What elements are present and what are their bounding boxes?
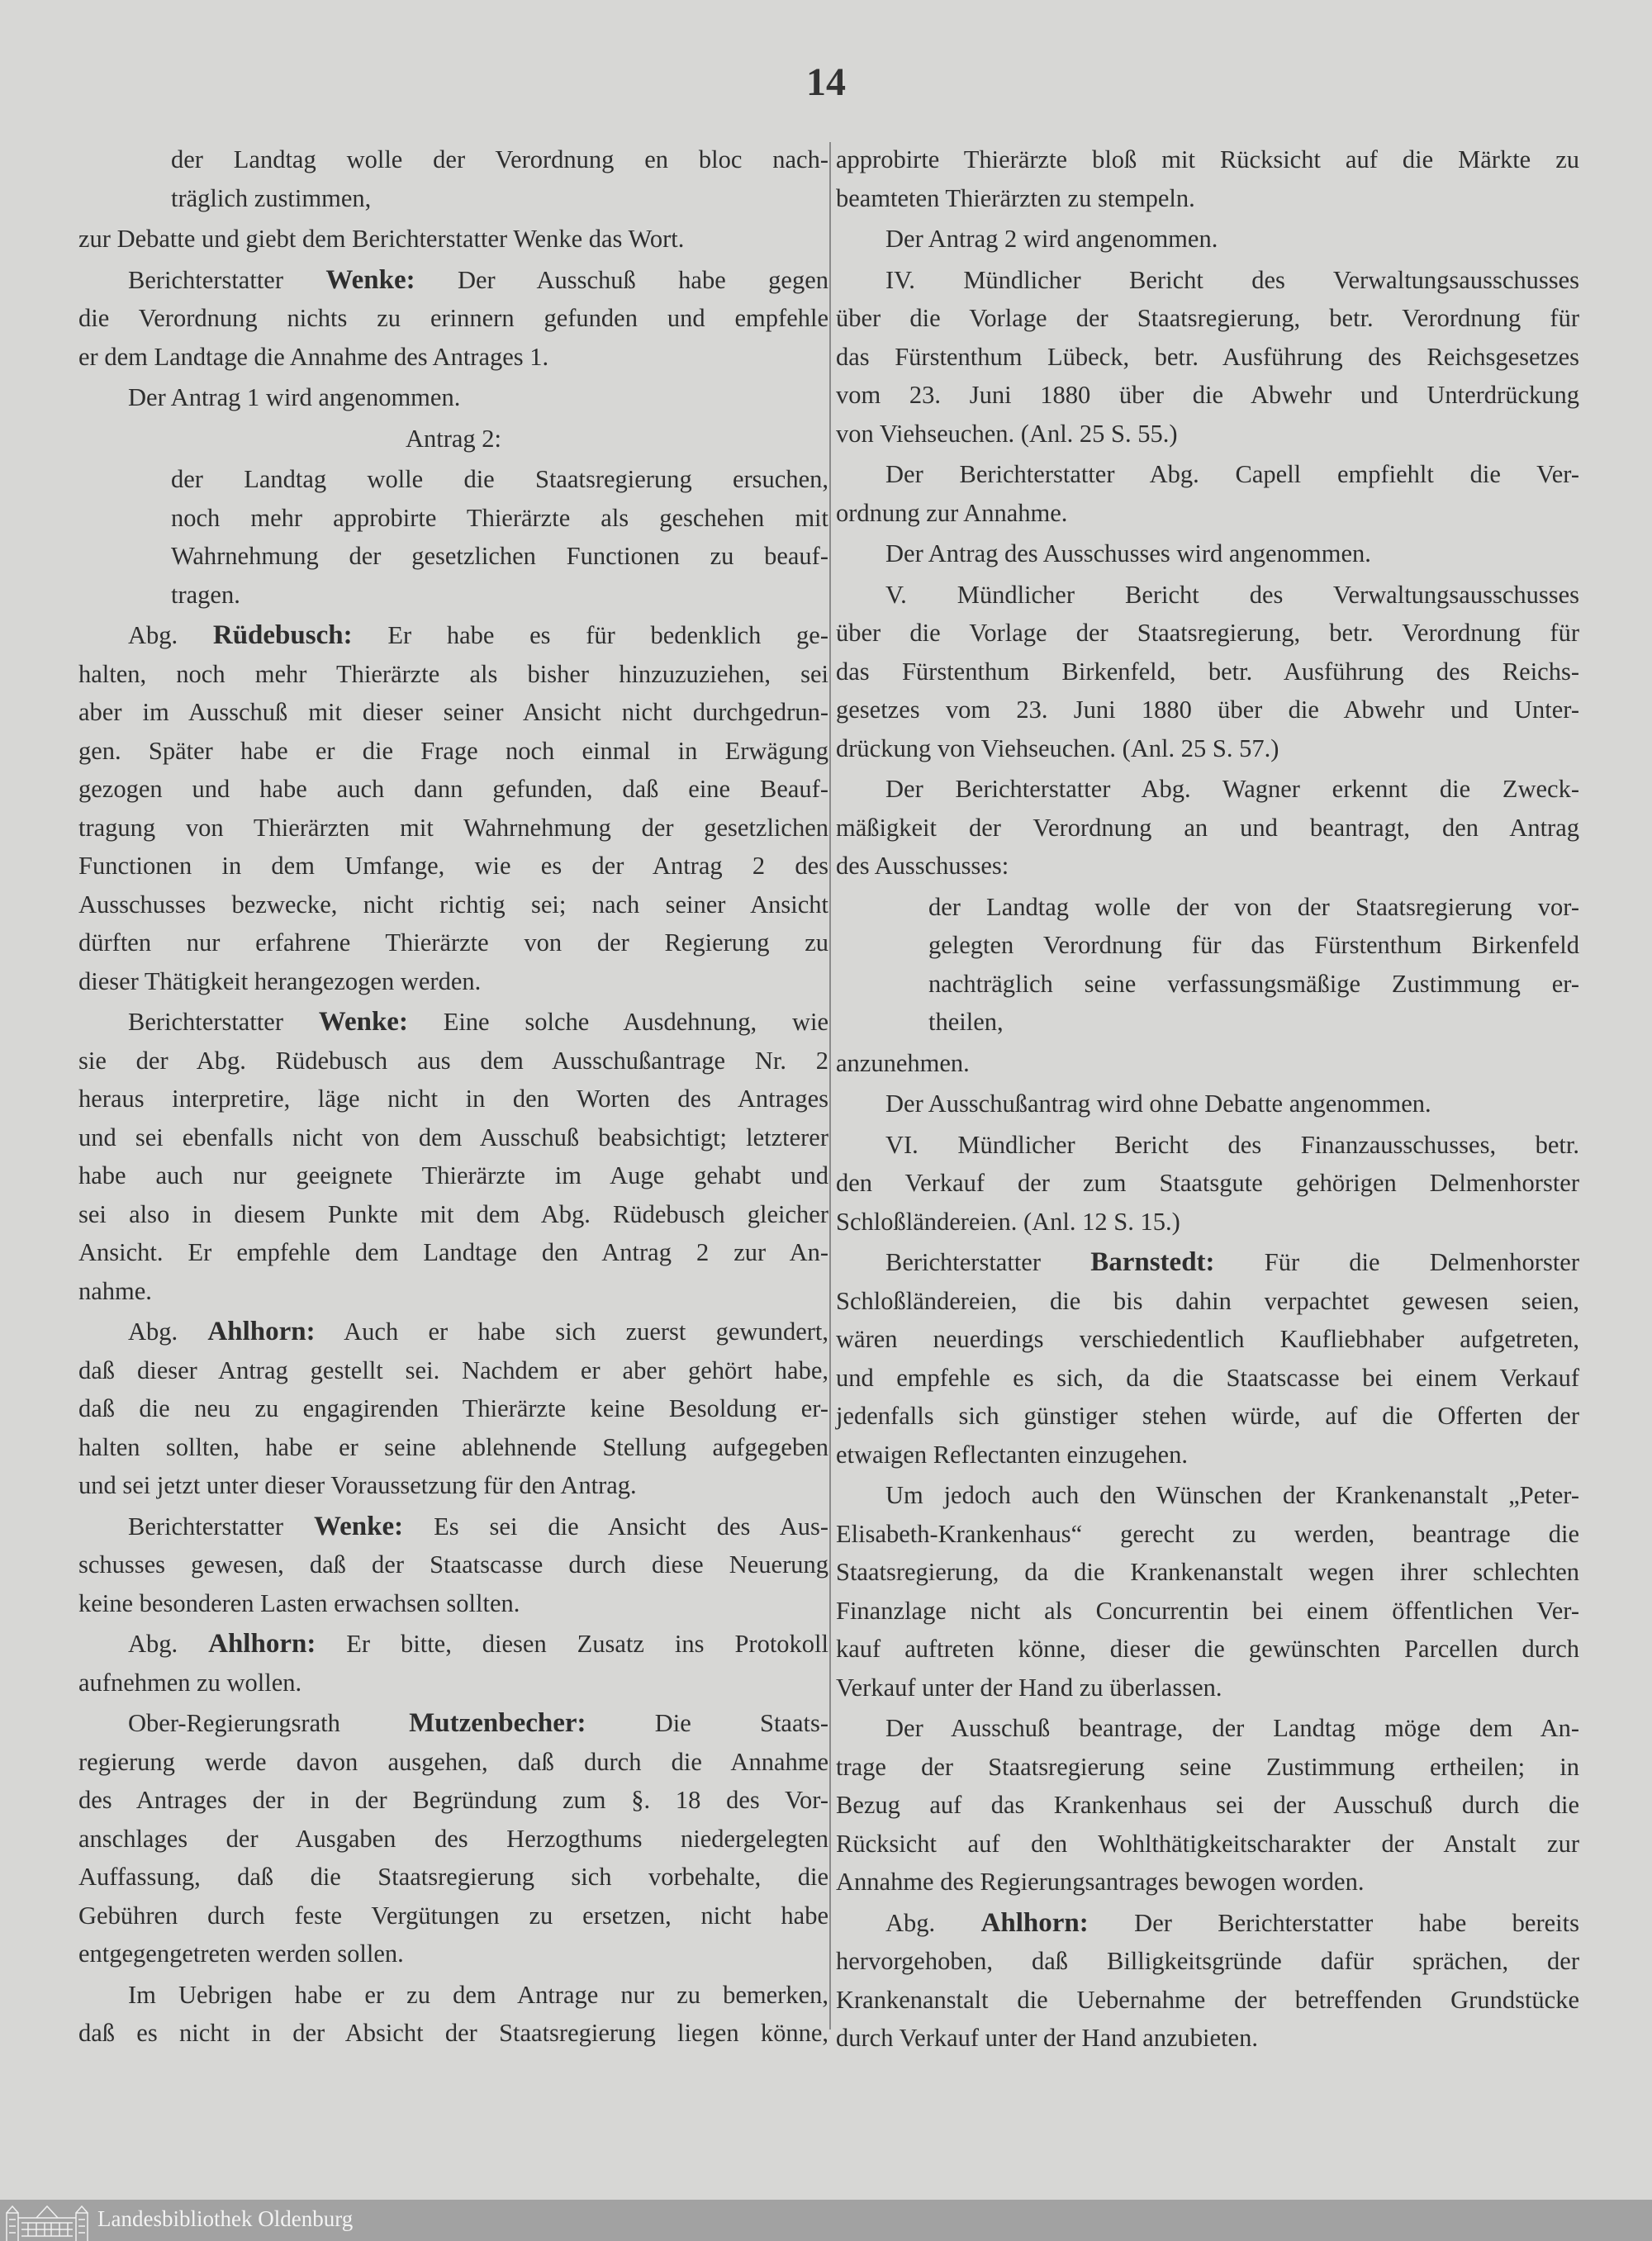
text-line: dürften nur erfahrene Thierärzte von der Regierung zu [78,928,828,957]
text-line: hervorgehoben, daß Billigkeitsgründe dafür sprächen, der [836,1947,1579,1975]
text-line: Rücksicht auf den Wohlthätigkeitscharakter der Anstalt zur [836,1829,1579,1858]
text-line: Abg. Ahlhorn: Er bitte, diesen Zusatz ins Protokoll [128,1629,828,1659]
text-line: zur Debatte und giebt dem Berichterstatter Wenke das Wort. [78,225,685,253]
text-line: nachträglich seine verfassungsmäßige Zustimmung er- [928,969,1579,998]
paragraph [78,220,828,259]
paragraph [836,1126,1579,1242]
text-line: schusses gewesen, daß der Staatscasse durch diese Neuerung [78,1550,828,1579]
text-line: Antrag 2: [405,424,502,453]
text-line: kauf auftreten könne, dieser die gewünschten Parcellen durch [836,1635,1579,1663]
column-divider [829,142,831,2030]
text-line: wären neuerdings verschiedentlich Kaufliebhaber aufgetreten, [836,1325,1579,1353]
text-line: den Verkauf der zum Staatsgute gehörigen Delmenhorster [836,1169,1579,1197]
text-line: gesetzes vom 23. Juni 1880 über die Abwehr und Unter- [836,696,1579,724]
paragraph [78,1313,828,1505]
text-line: jedenfalls sich günstiger stehen würde, auf die Offerten der [836,1402,1579,1430]
text-line: Der Ausschuß beantrage, der Landtag möge dem An- [885,1714,1579,1742]
quoted-motion [78,140,828,217]
paragraph [78,616,828,1000]
text-line: Ausschusses bezwecke, nicht richtig sei; nach seiner Ansicht [78,890,828,919]
text-line: Ober-Regierungsrath Mutzenbecher: Die Staats- [128,1708,828,1738]
text-line: mäßigkeit der Verordnung an und beantragt, den Antrag [836,813,1579,842]
speaker-name: Ahlhorn: [208,1629,316,1659]
text-line: Wahrnehmung der gesetzlichen Functionen zu beauf- [171,542,828,570]
text-line: Bezug auf das Krankenhaus sei der Ausschuß durch die [836,1791,1579,1819]
text-line: halten, noch mehr Thierärzte als bisher hinzuzuziehen, sei [78,659,828,688]
text-line: tragen. [171,580,240,609]
text-line: träglich zustimmen, [171,183,372,212]
text-line: beamteten Thierärzten zu stempeln. [836,183,1195,212]
text-line: heraus interpretire, läge nicht in den Worten des Antrages [78,1085,828,1113]
speaker-name: Wenke: [313,1511,404,1541]
text-line: anschlages der Ausgaben des Herzogthums niedergelegten [78,1824,828,1853]
text-line: vom 23. Juni 1880 über die Abwehr und Unterdrückung [836,381,1579,409]
text-line: des Antrages der in der Begründung zum §. 18 des Vor- [78,1786,828,1814]
text-line: sie der Abg. Rüdebusch aus dem Ausschußantrage Nr. 2 [78,1046,828,1075]
paragraph [836,576,1579,768]
text-line: gezogen und habe auch dann gefunden, daß eine Beauf- [78,775,828,803]
speaker-name: Wenke: [318,1007,408,1037]
text-line: halten sollten, habe er seine ablehnende Stellung aufgegeben [78,1432,828,1461]
text-line: das Fürstenthum Birkenfeld, betr. Ausführung des Reichs- [836,657,1579,686]
speaker-name: Ahlhorn: [207,1317,316,1346]
text-line: daß dieser Antrag gestellt sei. Nachdem er aber gehört habe, [78,1356,828,1384]
paragraph [836,261,1579,453]
text-line: gelegten Verordnung für das Fürstenthum Birkenfeld [928,931,1579,959]
text-line: Der Antrag des Ausschusses wird angenommen. [885,539,1371,567]
text-line: etwaigen Reflectanten einzugehen. [836,1440,1188,1469]
paragraph [836,534,1579,573]
text-line: approbirte Thierärzte bloß mit Rücksicht auf die Märkte zu [836,145,1579,173]
paragraph [836,770,1579,885]
text-line: Annahme des Regierungsantrages bewogen worden. [836,1868,1365,1896]
text-line: Staatsregierung, da die Krankenanstalt wegen ihrer schlechten [836,1558,1579,1586]
paragraph [836,1243,1579,1474]
text-line: und empfehle es sich, da die Staatscasse bei einem Verkauf [836,1363,1579,1392]
text-line: anzunehmen. [836,1048,970,1077]
text-line: durch Verkauf unter der Hand anzubieten. [836,2024,1258,2052]
text-line: Schloßländereien. (Anl. 12 S. 15.) [836,1207,1180,1236]
motion-heading [78,420,828,458]
left-column [78,140,828,2055]
text-line: gen. Später habe er die Frage noch einmal in Erwägung [78,736,828,765]
speaker-name: Mutzenbecher: [409,1708,586,1738]
paragraph [78,261,828,377]
text-line: Schloßländereien, die bis dahin verpachtet gewesen seien, [836,1286,1579,1315]
text-line: Abg. Rüdebusch: Er habe es für bedenklich ge- [128,620,828,650]
text-line: Abg. Ahlhorn: Der Berichterstatter habe bereits [885,1907,1579,1938]
text-line: Gebühren durch feste Vergütungen zu ersetzen, nicht habe [78,1901,828,1930]
speaker-name: Ahlhorn: [980,1907,1089,1938]
text-line: Verkauf unter der Hand zu überlassen. [836,1673,1222,1702]
text-line: noch mehr approbirte Thierärzte als geschehen mit [171,503,828,532]
text-line: V. Mündlicher Bericht des Verwaltungsausschusses [885,580,1579,609]
text-line: der Landtag wolle der von der Staatsregierung vor- [928,892,1579,921]
text-line: Ansicht. Er empfehle dem Landtage den Antrag 2 zur An- [78,1238,828,1266]
paragraph [836,1085,1579,1123]
text-line: und sei jetzt unter dieser Voraussetzung für den Antrag. [78,1471,637,1499]
text-line: daß die neu zu engagirenden Thierärzte keine Besoldung er- [78,1394,828,1422]
text-line: der Landtag wolle der Verordnung en bloc nach- [171,145,828,173]
text-line: dieser Thätigkeit herangezogen werden. [78,966,482,995]
text-line: der Landtag wolle die Staatsregierung ersuchen, [171,465,828,493]
text-line: Im Uebrigen habe er zu dem Antrage nur zu bemerken, [128,1980,828,2009]
quoted-motion [78,460,828,614]
text-line: Elisabeth-Krankenhaus“ gerecht zu werden, beantrage die [836,1519,1579,1548]
text-line: Der Berichterstatter Abg. Capell empfiehlt die Ver- [885,460,1579,488]
quoted-motion [836,888,1579,1042]
text-line: von Viehseuchen. (Anl. 25 S. 55.) [836,419,1178,448]
text-line: Der Antrag 2 wird angenommen. [885,225,1218,253]
paragraph [78,1976,828,2053]
text-line: Krankenanstalt die Uebernahme der betreffenden Grundstücke [836,1985,1579,2014]
text-line: Der Ausschußantrag wird ohne Debatte angenommen. [885,1090,1431,1118]
text-line: habe auch nur geeignete Thierärzte im Auge gehabt und [78,1161,828,1189]
text-line: theilen, [928,1008,1004,1036]
text-line: Berichterstatter Wenke: Eine solche Ausdehnung, wie [128,1007,828,1037]
text-line: Um jedoch auch den Wünschen der Krankenanstalt „Peter- [885,1481,1579,1509]
speaker-name: Rüdebusch: [212,620,353,650]
speaker-name: Barnstedt: [1090,1247,1215,1277]
text-line: Berichterstatter Wenke: Der Ausschuß habe gegen [128,264,828,295]
paragraph [78,1625,828,1702]
text-line: über die Vorlage der Staatsregierung, betr. Verordnung für [836,304,1579,332]
text-line: Der Berichterstatter Abg. Wagner erkennt die Zweck- [885,775,1579,803]
text-line: aufnehmen zu wollen. [78,1668,302,1697]
page-number: 14 [806,60,846,104]
text-line: Berichterstatter Barnstedt: Für die Delmenhorster [885,1247,1580,1277]
text-line: entgegengetreten werden sollen. [78,1940,404,1968]
paragraph [78,1003,828,1310]
footer-bar [0,2200,1652,2241]
paragraph [78,1704,828,1973]
text-line: regierung werde davon ausgehen, daß durch die Annahme [78,1747,828,1776]
text-line: über die Vorlage der Staatsregierung, betr. Verordnung für [836,619,1579,647]
paragraph [836,140,1579,217]
paragraph [836,1904,1579,2058]
text-line: das Fürstenthum Lübeck, betr. Ausführung des Reichsgesetzes [836,342,1579,371]
text-line: Auffassung, daß die Staatsregierung sich vorbehalte, die [78,1863,828,1891]
text-line: die Verordnung nichts zu erinnern gefunden und empfehle [78,304,828,332]
text-line: nahme. [78,1276,152,1305]
paragraph [836,1476,1579,1707]
text-line: sei also in diesem Punkte mit dem Abg. Rüdebusch gleicher [78,1199,828,1228]
text-line: Finanzlage nicht als Concurrentin bei einem öffentlichen Ver- [836,1596,1579,1625]
text-line: Abg. Ahlhorn: Auch er habe sich zuerst gewundert, [128,1317,828,1346]
paragraph [836,455,1579,532]
text-line: des Ausschusses: [836,852,1009,880]
text-line: daß es nicht in der Absicht der Staatsregierung liegen könne, [78,2019,828,2047]
paragraph [836,220,1579,259]
text-line: Der Antrag 1 wird angenommen. [128,383,461,411]
text-line: VI. Mündlicher Bericht des Finanzausschusses, betr. [885,1130,1579,1159]
speaker-name: Wenke: [325,264,415,295]
text-line: keine besonderen Lasten erwachsen sollten. [78,1588,520,1617]
paragraph [78,1507,828,1623]
right-column [836,140,1579,2060]
text-line: IV. Mündlicher Bericht des Verwaltungsausschusses [885,265,1579,294]
text-line: trage der Staatsregierung seine Zustimmung ertheilen; in [836,1752,1579,1781]
text-line: aber im Ausschuß mit dieser seiner Ansicht nicht durchgedrun- [78,698,828,726]
paragraph [836,1044,1579,1083]
text-line: Functionen in dem Umfange, wie es der Antrag 2 des [78,852,828,880]
library-name: Landesbibliothek Oldenburg [97,2206,354,2231]
paragraph [78,378,828,417]
paragraph [836,1709,1579,1902]
library-building-icon [5,2201,89,2241]
text-line: Berichterstatter Wenke: Es sei die Ansicht des Aus- [128,1511,828,1541]
text-line: ordnung zur Annahme. [836,498,1068,527]
text-line: tragung von Thierärzten mit Wahrnehmung der gesetzlichen [78,813,828,842]
text-line: er dem Landtage die Annahme des Antrages 1. [78,342,549,371]
text-line: und sei ebenfalls nicht von dem Ausschuß beabsichtigt; letzterer [78,1123,828,1151]
text-line: drückung von Viehseuchen. (Anl. 25 S. 57.) [836,734,1279,762]
